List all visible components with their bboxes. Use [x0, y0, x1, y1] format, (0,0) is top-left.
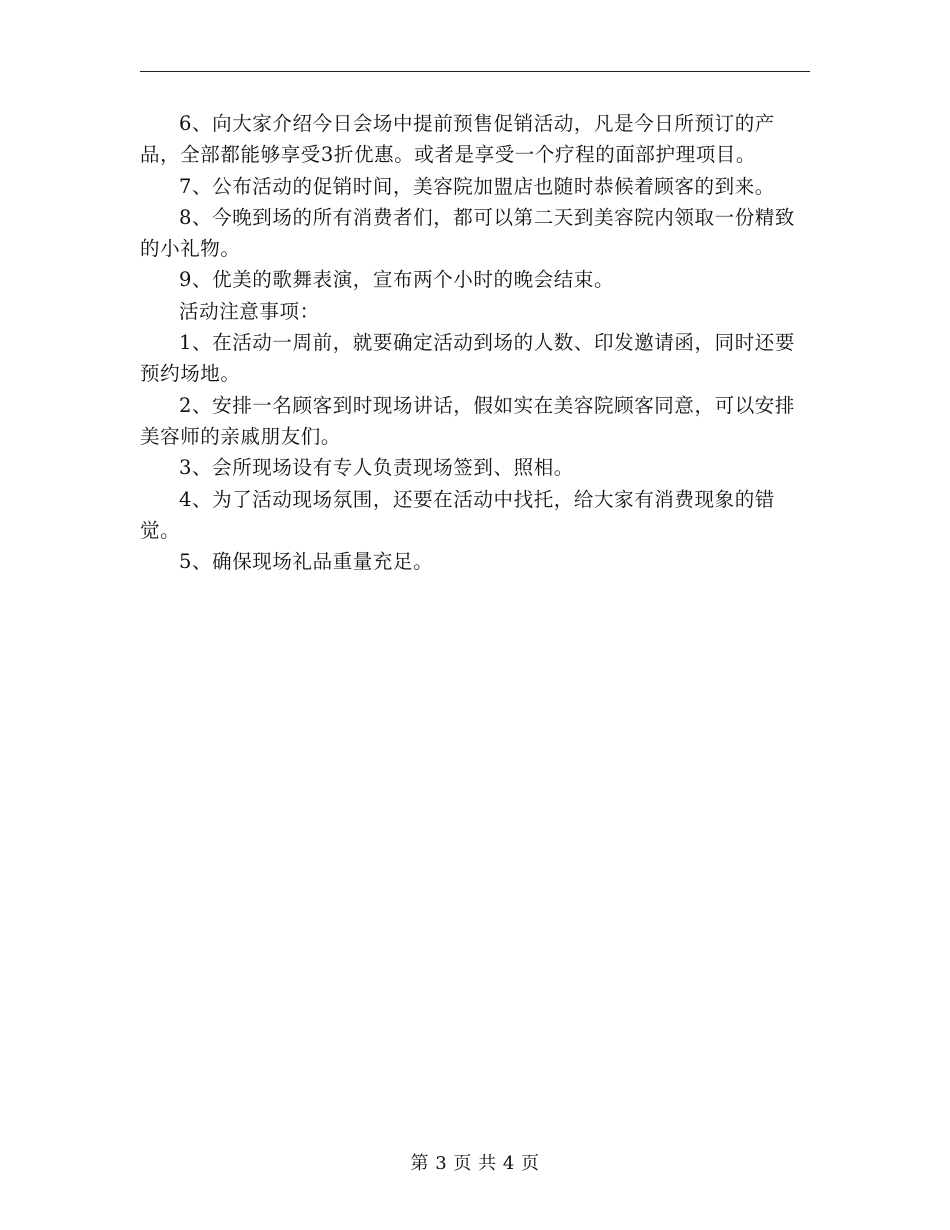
- header-rule: [140, 71, 810, 72]
- note-item-3: 3、会所现场设有专人负责现场签到、照相。: [179, 456, 574, 480]
- paragraph-item-6: 6、向大家介绍今日会场中提前预售促销活动，凡是今日所预订的产品，全部都能够享受3折优惠。或者是享受一个疗程的面部护理项目。: [140, 112, 775, 167]
- note-item-4: 4、为了活动现场氛围，还要在活动中找托，给大家有消费现象的错觉。: [140, 487, 775, 542]
- section-heading-notes: 活动注意事项：: [179, 299, 320, 323]
- page-number: 第 3 页 共 4 页: [410, 1153, 540, 1174]
- paragraph-item-7: 7、公布活动的促销时间，美容院加盟店也随时恭候着顾客的到来。: [179, 174, 775, 198]
- note-item-2: 2、安排一名顾客到时现场讲话，假如实在美容院顾客同意，可以安排美容师的亲戚朋友们。: [140, 393, 796, 448]
- document-body: [140, 108, 812, 577]
- note-item-1: 1、在活动一周前，就要确定活动到场的人数、印发邀请函，同时还要预约场地。: [140, 331, 796, 386]
- paragraph-item-9: 9、优美的歌舞表演，宣布两个小时的晚会结束。: [179, 268, 615, 292]
- page-footer: [0, 1152, 950, 1176]
- note-item-5: 5、确保现场礼品重量充足。: [179, 550, 434, 574]
- paragraph-item-8: 8、今晚到场的所有消费者们，都可以第二天到美容院内领取一份精致的小礼物。: [140, 205, 796, 261]
